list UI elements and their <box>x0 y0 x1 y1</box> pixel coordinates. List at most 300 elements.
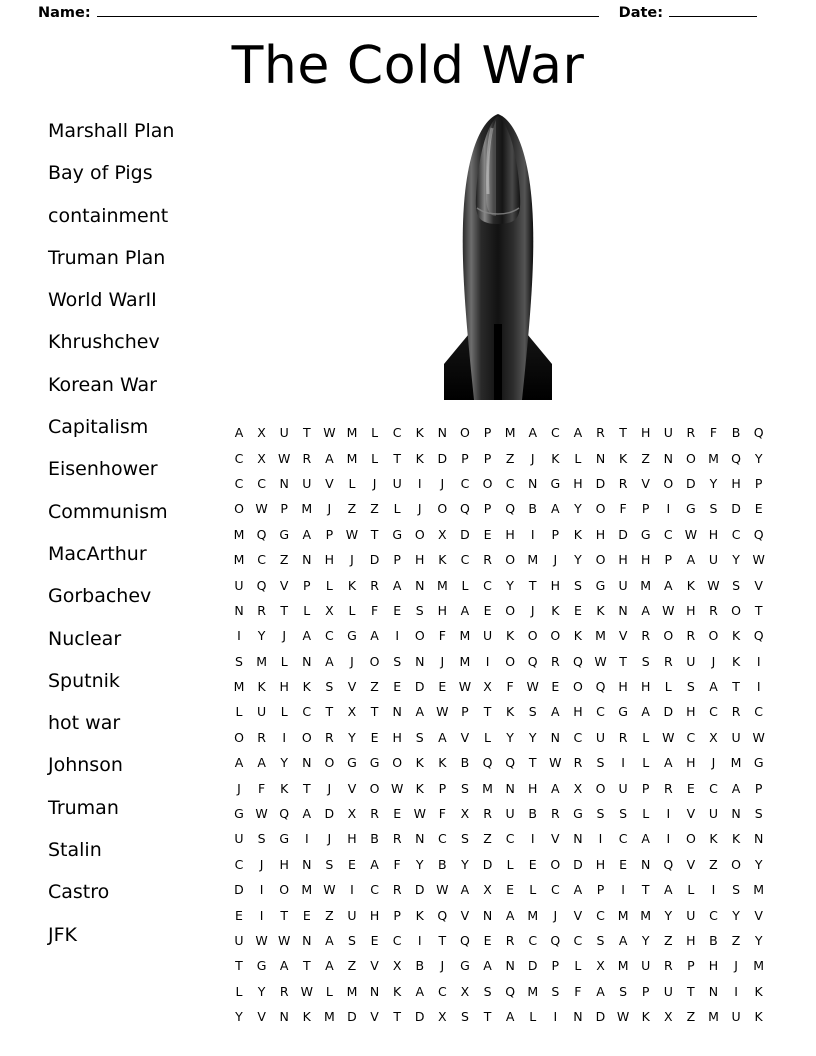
grid-cell: U <box>392 475 402 491</box>
grid-cell: R <box>550 806 560 822</box>
grid-cell: O <box>369 653 380 669</box>
grid-cell: H <box>686 602 696 618</box>
word-list-item: Nuclear <box>48 627 122 650</box>
grid-cell: S <box>235 653 243 669</box>
grid-cell: Z <box>641 450 650 466</box>
grid-cell: G <box>460 958 470 974</box>
grid-cell: Y <box>574 501 582 517</box>
grid-cell: D <box>369 552 380 568</box>
grid-cell: S <box>596 806 605 822</box>
name-date-line <box>38 4 778 21</box>
grid-cell: L <box>529 882 537 898</box>
grid-cell: D <box>686 475 696 491</box>
grid-cell: U <box>708 806 719 822</box>
grid-cell: Z <box>325 907 334 923</box>
grid-cell: R <box>257 729 266 745</box>
grid-cell: Y <box>754 856 763 872</box>
grid-cell: B <box>528 501 537 517</box>
grid-cell: Q <box>753 628 764 644</box>
grid-cell: A <box>415 983 425 999</box>
grid-cell: R <box>641 628 651 644</box>
grid-cell: L <box>642 755 650 771</box>
grid-cell: G <box>347 755 357 771</box>
grid-cell: O <box>731 602 741 618</box>
grid-cell: R <box>302 450 312 466</box>
grid-cell: X <box>257 425 266 441</box>
grid-cell: T <box>438 933 447 948</box>
grid-cell: L <box>280 704 288 720</box>
grid-cell: A <box>505 1009 515 1025</box>
grid-cell: K <box>573 526 582 542</box>
grid-cell: Y <box>506 577 514 593</box>
grid-cell: Q <box>505 755 516 771</box>
grid-cell: H <box>415 552 425 568</box>
grid-cell: K <box>415 425 424 441</box>
grid-cell: X <box>257 450 266 466</box>
grid-cell: N <box>641 856 651 872</box>
grid-cell: R <box>257 602 266 618</box>
word-list-item: Capitalism <box>48 416 149 439</box>
grid-cell: M <box>640 907 652 923</box>
grid-cell: M <box>346 983 358 999</box>
grid-cell: A <box>664 577 673 593</box>
grid-cell: E <box>370 933 379 948</box>
grid-cell: T <box>732 679 740 695</box>
grid-cell: L <box>235 983 243 999</box>
grid-cell: J <box>350 552 354 568</box>
date-write-in-field[interactable] <box>669 4 757 17</box>
grid-cell: D <box>414 1009 425 1025</box>
grid-cell: X <box>460 983 470 999</box>
grid-cell: M <box>436 577 448 593</box>
grid-cell: W <box>323 425 336 441</box>
grid-cell: S <box>415 729 424 745</box>
grid-cell: H <box>686 755 696 771</box>
grid-cell: C <box>596 907 605 923</box>
grid-cell: A <box>234 425 244 441</box>
grid-cell: N <box>595 450 606 466</box>
grid-row <box>232 623 766 648</box>
grid-cell: G <box>550 475 561 491</box>
grid-cell: I <box>282 729 287 745</box>
grid-row <box>232 674 766 699</box>
grid-cell: H <box>528 780 538 796</box>
grid-cell: O <box>301 729 312 745</box>
grid-cell: T <box>528 577 537 593</box>
grid-cell: T <box>754 602 763 618</box>
grid-cell: U <box>731 729 741 745</box>
grid-cell: L <box>664 679 672 695</box>
grid-cell: J <box>259 856 264 872</box>
grid-cell: N <box>528 475 538 491</box>
grid-cell: Q <box>437 907 448 923</box>
grid-cell: H <box>618 679 628 695</box>
grid-cell: O <box>663 628 674 644</box>
word-list-item: Johnson <box>48 754 123 777</box>
grid-cell: G <box>573 806 583 822</box>
grid-cell: U <box>663 983 673 999</box>
grid-cell: Q <box>550 933 561 948</box>
grid-cell: O <box>505 552 516 568</box>
grid-cell: Y <box>506 729 514 745</box>
grid-cell: T <box>641 882 650 898</box>
grid-cell: L <box>506 856 514 872</box>
grid-cell: S <box>483 983 492 999</box>
grid-cell: P <box>641 501 650 517</box>
grid-cell: K <box>257 679 266 695</box>
grid-cell: V <box>573 907 583 923</box>
grid-cell: Q <box>505 983 516 999</box>
grid-cell: W <box>255 501 268 517</box>
grid-cell: X <box>573 780 583 796</box>
grid-cell: K <box>415 755 424 771</box>
grid-cell: U <box>595 729 606 745</box>
grid-cell: R <box>573 755 583 771</box>
grid-cell: T <box>235 958 243 974</box>
grid-cell: W <box>436 882 449 898</box>
grid-cell: N <box>279 1009 289 1025</box>
grid-cell: I <box>485 653 490 669</box>
grid-cell: C <box>325 628 334 644</box>
grid-cell: G <box>595 577 606 593</box>
grid-cell: O <box>595 780 606 796</box>
grid-cell: N <box>234 602 244 618</box>
grid-cell: V <box>347 780 357 796</box>
word-list-item: World WarII <box>48 289 157 312</box>
grid-cell: K <box>415 907 424 923</box>
grid-cell: A <box>551 704 560 720</box>
grid-cell: M <box>617 958 629 974</box>
grid-cell: S <box>551 983 560 999</box>
grid-cell: M <box>346 450 358 466</box>
grid-cell: J <box>372 475 377 491</box>
grid-cell: A <box>302 628 312 644</box>
grid-row <box>232 902 766 927</box>
grid-cell: Q <box>256 577 267 593</box>
grid-cell: D <box>460 526 470 542</box>
grid-cell: Q <box>572 653 583 669</box>
grid-cell: N <box>302 653 312 669</box>
grid-cell: I <box>395 628 399 644</box>
grid-cell: O <box>708 628 719 644</box>
word-list-item: Khrushchev <box>48 331 160 354</box>
grid-cell: C <box>618 831 628 847</box>
grid-cell: S <box>709 501 718 517</box>
grid-cell: O <box>550 628 561 644</box>
grid-cell: E <box>483 933 492 948</box>
grid-cell: J <box>440 475 445 491</box>
grid-cell: E <box>551 679 560 695</box>
grid-cell: J <box>282 628 287 644</box>
grid-cell: H <box>392 729 402 745</box>
grid-cell: J <box>553 907 558 923</box>
grid-cell: Y <box>732 907 740 923</box>
grid-cell: N <box>550 729 560 745</box>
grid-cell: O <box>482 475 493 491</box>
grid-cell: M <box>233 552 245 568</box>
grid-cell: S <box>641 653 650 669</box>
grid-cell: U <box>234 831 244 847</box>
grid-cell: D <box>595 475 606 491</box>
grid-cell: N <box>618 602 628 618</box>
grid-cell: O <box>550 856 561 872</box>
grid-cell: L <box>371 425 379 441</box>
grid-cell: K <box>754 983 763 999</box>
grid-cell: M <box>301 501 313 517</box>
grid-cell: W <box>345 526 359 542</box>
grid-cell: P <box>393 552 401 568</box>
grid-cell: R <box>686 628 696 644</box>
rocket-bomb-icon <box>438 112 558 400</box>
grid-cell: J <box>327 831 332 847</box>
grid-cell: X <box>438 1009 447 1025</box>
grid-cell: A <box>460 882 470 898</box>
grid-cell: P <box>461 450 469 466</box>
grid-cell: T <box>302 780 311 796</box>
name-write-in-field[interactable] <box>97 4 599 17</box>
grid-cell: C <box>392 933 402 948</box>
grid-cell: Z <box>347 501 357 517</box>
grid-cell: P <box>483 501 492 517</box>
grid-cell: K <box>731 831 741 847</box>
grid-cell: I <box>666 501 671 517</box>
grid-cell: F <box>574 983 582 999</box>
grid-cell: A <box>505 907 515 923</box>
grid-cell: L <box>235 704 243 720</box>
grid-cell: W <box>436 704 449 720</box>
grid-cell: A <box>528 425 537 441</box>
grid-cell: A <box>573 882 583 898</box>
grid-cell: P <box>754 475 763 491</box>
grid-cell: C <box>370 882 379 898</box>
grid-cell: E <box>438 679 447 695</box>
grid-cell: C <box>754 704 764 720</box>
grid-cell: D <box>618 526 628 542</box>
grid-cell: C <box>505 475 515 491</box>
grid-cell: S <box>732 577 741 593</box>
grid-cell: C <box>550 425 560 441</box>
grid-cell: V <box>618 628 628 644</box>
grid-cell: N <box>302 933 312 948</box>
grid-cell: N <box>753 831 764 847</box>
grid-cell: I <box>237 628 241 644</box>
grid-cell: S <box>573 577 582 593</box>
grid-row <box>232 445 766 470</box>
grid-cell: I <box>711 882 716 898</box>
grid-row <box>232 420 766 445</box>
grid-cell: H <box>573 475 583 491</box>
grid-cell: A <box>460 602 470 618</box>
grid-cell: G <box>753 755 764 771</box>
grid-cell: T <box>483 1009 492 1025</box>
grid-cell: H <box>347 831 357 847</box>
grid-cell: Q <box>279 806 290 822</box>
grid-cell: G <box>256 958 267 974</box>
grid-cell: A <box>573 425 583 441</box>
grid-cell: E <box>393 602 402 618</box>
grid-cell: U <box>618 780 628 796</box>
grid-cell: I <box>350 882 354 898</box>
grid-cell: I <box>734 983 738 999</box>
grid-cell: L <box>303 602 311 618</box>
grid-cell: M <box>527 983 539 999</box>
grid-cell: Y <box>754 933 763 948</box>
grid-cell: M <box>301 882 313 898</box>
grid-cell: D <box>437 450 448 466</box>
grid-cell: J <box>327 780 332 796</box>
grid-cell: V <box>551 831 560 847</box>
grid-cell: Q <box>460 933 470 948</box>
grid-cell: Q <box>256 526 267 542</box>
grid-cell: Y <box>664 907 673 923</box>
grid-cell: A <box>234 755 244 771</box>
grid-cell: P <box>664 552 673 568</box>
word-list-item: Eisenhower <box>48 458 158 481</box>
grid-cell: X <box>347 806 357 822</box>
grid-cell: Q <box>505 501 516 517</box>
grid-cell: P <box>280 501 288 517</box>
grid-cell: Z <box>483 831 492 847</box>
grid-cell: Y <box>461 856 469 872</box>
grid-cell: U <box>686 907 696 923</box>
grid-cell: C <box>709 907 718 923</box>
grid-cell: M <box>504 425 516 441</box>
grid-cell: C <box>460 552 470 568</box>
grid-cell: J <box>417 501 422 517</box>
grid-cell: X <box>392 958 402 974</box>
grid-cell: R <box>731 704 741 720</box>
grid-cell: K <box>302 679 311 695</box>
grid-cell: W <box>413 806 426 822</box>
grid-cell: D <box>663 704 674 720</box>
date-label: Date: <box>618 5 664 21</box>
grid-cell: O <box>527 628 538 644</box>
grid-cell: B <box>438 856 447 872</box>
grid-cell: U <box>234 933 244 948</box>
grid-cell: S <box>619 806 628 822</box>
grid-cell: T <box>619 425 627 441</box>
grid-cell: H <box>640 425 651 441</box>
grid-cell: L <box>484 729 492 745</box>
grid-cell: R <box>663 958 673 974</box>
grid-cell: H <box>686 933 696 948</box>
grid-cell: T <box>302 958 311 974</box>
grid-cell: W <box>684 526 698 542</box>
grid-cell: S <box>257 831 266 847</box>
grid-cell: W <box>549 755 562 771</box>
grid-cell: U <box>686 653 696 669</box>
grid-cell: B <box>709 933 718 948</box>
grid-cell: F <box>438 806 446 822</box>
grid-cell: H <box>279 679 289 695</box>
grid-cell: Q <box>663 856 674 872</box>
grid-cell: H <box>550 577 561 593</box>
grid-cell: J <box>327 501 332 517</box>
grid-cell: E <box>302 907 311 923</box>
grid-cell: W <box>662 602 675 618</box>
grid-cell: R <box>663 780 673 796</box>
grid-cell: W <box>752 552 765 568</box>
grid-row <box>232 471 766 496</box>
grid-cell: S <box>325 679 334 695</box>
grid-cell: Z <box>686 1009 696 1025</box>
grid-cell: A <box>641 831 650 847</box>
grid-cell: R <box>618 475 628 491</box>
grid-row <box>232 979 766 1004</box>
grid-cell: M <box>459 653 471 669</box>
grid-cell: T <box>325 704 334 720</box>
grid-cell: E <box>619 856 628 872</box>
grid-cell: S <box>325 856 334 872</box>
word-list-item: MacArthur <box>48 542 147 565</box>
grid-cell: D <box>324 806 335 822</box>
grid-cell: O <box>731 856 741 872</box>
grid-cell: Z <box>370 501 379 517</box>
grid-cell: A <box>438 729 447 745</box>
grid-cell: Y <box>754 450 763 466</box>
grid-cell: G <box>279 526 290 542</box>
grid-cell: O <box>460 425 470 441</box>
grid-cell: E <box>483 526 492 542</box>
word-list-item: Communism <box>48 500 168 523</box>
grid-cell: A <box>370 856 379 872</box>
grid-cell: N <box>369 983 380 999</box>
grid-cell: A <box>641 602 650 618</box>
grid-cell: R <box>618 729 628 745</box>
grid-cell: A <box>325 958 334 974</box>
grid-cell: I <box>756 653 761 669</box>
grid-cell: Y <box>415 856 424 872</box>
grid-row <box>232 649 766 674</box>
grid-cell: Z <box>663 933 673 948</box>
grid-cell: O <box>414 628 425 644</box>
grid-cell: N <box>505 958 515 974</box>
grid-cell: P <box>551 526 560 542</box>
grid-cell: K <box>686 577 695 593</box>
grid-cell: I <box>666 831 671 847</box>
grid-cell: L <box>325 577 333 593</box>
grid-cell: T <box>483 704 492 720</box>
grid-cell: J <box>440 958 445 974</box>
grid-cell: O <box>437 501 448 517</box>
grid-cell: H <box>618 552 628 568</box>
grid-cell: K <box>731 628 741 644</box>
grid-cell: X <box>460 806 470 822</box>
grid-cell: G <box>234 806 244 822</box>
grid-cell: K <box>641 1009 650 1025</box>
grid-cell: E <box>235 907 243 923</box>
grid-cell: D <box>414 882 425 898</box>
grid-cell: I <box>621 882 625 898</box>
grid-cell: O <box>279 882 290 898</box>
grid-cell: H <box>573 704 583 720</box>
grid-cell: K <box>709 831 718 847</box>
grid-cell: S <box>348 933 356 948</box>
word-list-item: Stalin <box>48 839 102 862</box>
grid-cell: W <box>616 1009 630 1025</box>
grid-cell: A <box>731 780 741 796</box>
word-list-item: Castro <box>48 881 110 904</box>
grid-cell: X <box>325 602 334 618</box>
grid-cell: I <box>756 679 761 695</box>
grid-cell: E <box>506 882 515 898</box>
grid-cell: K <box>415 450 424 466</box>
grid-cell: R <box>483 806 492 822</box>
grid-cell: P <box>461 704 469 720</box>
grid-cell: J <box>711 653 716 669</box>
grid-cell: W <box>458 679 472 695</box>
grid-cell: W <box>255 806 268 822</box>
